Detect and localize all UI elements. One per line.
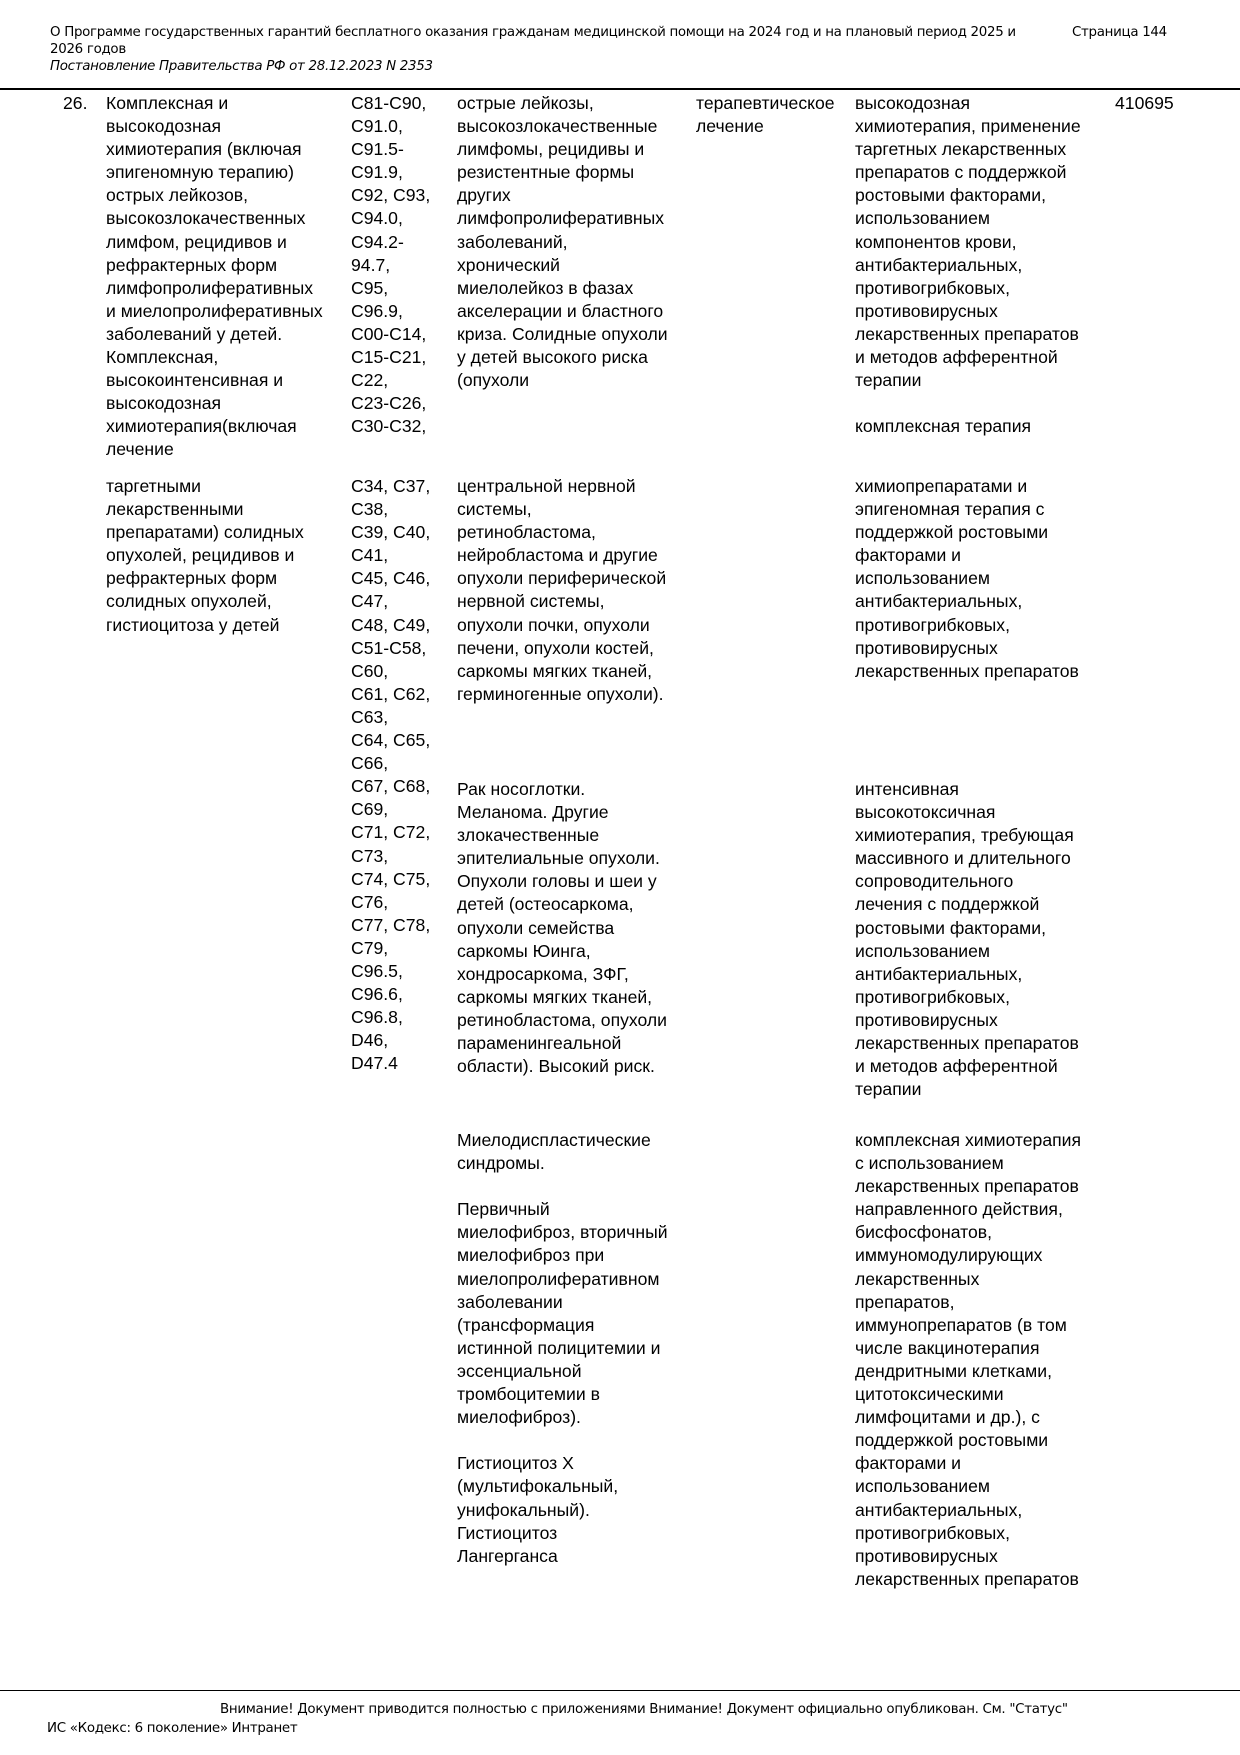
page-number: Страница 144 [1072,25,1167,40]
header-divider [0,88,1240,90]
cost-value: 410695 [1115,93,1174,113]
treatment-method: химиопрепаратами и эпигеномная терапия с поддержкой ростовыми факторами и использованием антибактериальных, противогрибковых, противовирусных лекарственных препаратов [855,476,1079,681]
row-number: 26. [63,93,88,113]
care-type-name: Комплексная и высокодозная химиотерапия (включая эпигеномную терапию) острых лейкозов, высокозлокачественных лимфом, рецидивов и рефрактерных форм лимфопролиферативных и миелопролиферативных заболеваний у детей. Комплексная, высокоинтенсивная и высокодозная химиотерапия(включая лечение [106,93,323,460]
care-type-name-continued: таргетными лекарственными препаратами) солидных опухолей, рецидивов и рефрактерных форм солидных опухолей, гистиоцитоза у детей [106,476,304,635]
document-title: О Программе государственных гарантий бесплатного оказания гражданам медицинской помощи на 2024 год и на плановый период 2025 и 2026 годов [50,25,1016,57]
patient-model: Рак носоглотки. Меланома. Другие злокачественные эпителиальные опухоли. Опухоли головы и шеи у детей (остеосаркома, опухоли семейства саркомы Юинга, хондросаркома, ЗФГ, саркомы мягких тканей, ретинобластома, опухоли параменингеальной области). Высокий риск. [457,779,668,1077]
document-subtitle: Постановление Правительства РФ от 28.12.2023 N 2353 [50,59,433,74]
patient-model: центральной нервной системы, ретинобластома, нейробластома и другие опухоли периферической нервной системы, опухоли почки, опухоли печени, опухоли костей, саркомы мягких тканей, герминогенные опухоли). [457,476,667,704]
patient-model: острые лейкозы, высокозлокачественные лимфомы, рецидивы и резистентные формы других лимфопролиферативных заболеваний, хронический миелолейкоз в фазах акселерации и бластного криза. Солидные опухоли у детей высокого риска (опухоли [457,93,668,391]
footer-system: ИС «Кодекс: 6 поколение» Интранет [47,1721,298,1736]
treatment-method: интенсивная высокотоксичная химиотерапия, требующая массивного и длительного сопроводительного лечения с поддержкой ростовыми факторами, использованием антибактериальных, противогрибковых, противовирусных лекарственных препаратов и методов афферентной терапии [855,779,1079,1100]
icd-codes: C81-C90, C91.0, C91.5- C91.9, C92, C93, C94.0, C94.2- 94.7, C95, C96.9, C00-C14, C15-C21, C22, C23-C26, C30-C32, [351,93,431,437]
patient-model: Миелодиспластические синдромы. Первичный миелофиброз, вторичный миелофиброз при миелопролиферативном заболевании (трансформация истинной полицитемии и эссенциальной тромбоцитемии в миелофиброз). Гистиоцитоз X (мультифокальный, унифокальный). Гистиоцитоз Лангерганса [457,1130,668,1566]
footer-divider [0,1690,1240,1691]
footer-notice: Внимание! Документ приводится полностью с приложениями Внимание! Документ официально опубликован. См. "Статус" [220,1702,1068,1717]
icd-codes-continued: C34, C37, C38, C39, C40, C41, C45, C46, C47, C48, C49, C51-C58, C60, C61, C62, C63, C64, C65, C66, C67, C68, C69, C71, C72, C73, C74, C75, C76, C77, C78, C79, C96.5, C96.6, C96.8, D46, D47.4 [351,476,431,1074]
treatment-method: высокодозная химиотерапия, применение таргетных лекарственных препаратов с поддержкой ростовыми факторами, использованием компонентов крови, антибактериальных, противогрибковых, противовирусных лекарственных препаратов и методов афферентной терапии комплексная терапия [855,93,1081,437]
treatment-kind: терапевтическое лечение [696,93,835,137]
treatment-method: комплексная химиотерапия с использованием лекарственных препаратов направленного действия, бисфосфонатов, иммуномодулирующих лекарственных препаратов, иммунопрепаратов (в том числе вакцинотерапия дендритными клетками, цитотоксическими лимфоцитами и др.), с поддержкой ростовыми факторами и использованием антибактериальных, противогрибковых, противовирусных лекарственных препаратов [855,1130,1082,1589]
